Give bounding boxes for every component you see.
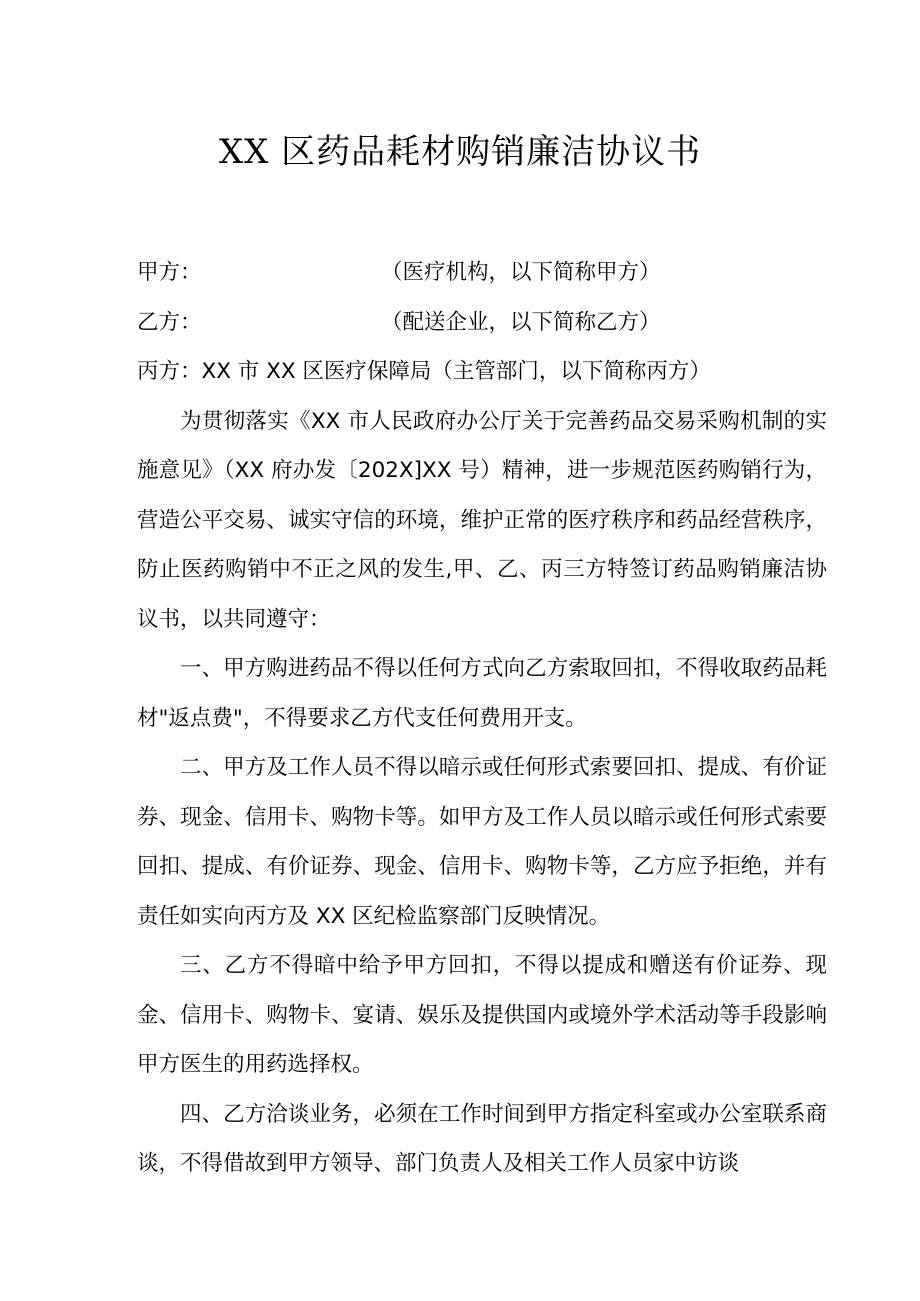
document-body <box>137 248 827 1189</box>
document-title: XX 区药品耗材购销廉洁协议书 <box>218 132 702 172</box>
party-b-label: 乙方： <box>137 309 202 335</box>
preamble-paragraph: 为贯彻落实《XX 市人民政府办公厅关于完善药品交易采购机制的实施意见》（XX 府办发〔202X]XX 号）精神，进一步规范医药购销行为，营造公平交易、诚实守信的环境，维护正常的医疗秩序和药品经营秩序，防止医药购销中不正之风的发生,甲、乙、丙三方特签订药品购销廉洁协议书，以共同遵守： <box>137 408 827 632</box>
party-b-line <box>137 298 827 348</box>
party-b-note: （配送企业，以下简称乙方） <box>381 309 661 335</box>
clause-2-paragraph: 二、甲方及工作人员不得以暗示或任何形式索要回扣、提成、有价证券、现金、信用卡、购物卡等。如甲方及工作人员以暗示或任何形式索要回扣、提成、有价证券、现金、信用卡、购物卡等，乙方应予拒绝，并有责任如实向丙方及 XX 区纪检监察部门反映情况。 <box>137 755 827 929</box>
party-c-line: 丙方：XX 市 XX 区医疗保障局（主管部门，以下简称丙方） <box>137 359 711 384</box>
party-a-note: （医疗机构，以下简称甲方） <box>381 260 661 285</box>
party-a-label: 甲方： <box>137 260 202 285</box>
party-a-line <box>137 248 827 298</box>
clause-4-paragraph: 四、乙方洽谈业务，必须在工作时间到甲方指定科室或办公室联系商谈，不得借故到甲方领导、部门负责人及相关工作人员家中访谈 <box>137 1101 827 1176</box>
clause-1-paragraph: 一、甲方购进药品不得以任何方式向乙方索取回扣，不得收取药品耗材"返点费"，不得要求乙方代支任何费用开支。 <box>137 656 827 731</box>
clause-3-paragraph: 三、乙方不得暗中给予甲方回扣，不得以提成和赠送有价证券、现金、信用卡、购物卡、宴请、娱乐及提供国内或境外学术活动等手段影响甲方医生的用药选择权。 <box>137 953 827 1077</box>
